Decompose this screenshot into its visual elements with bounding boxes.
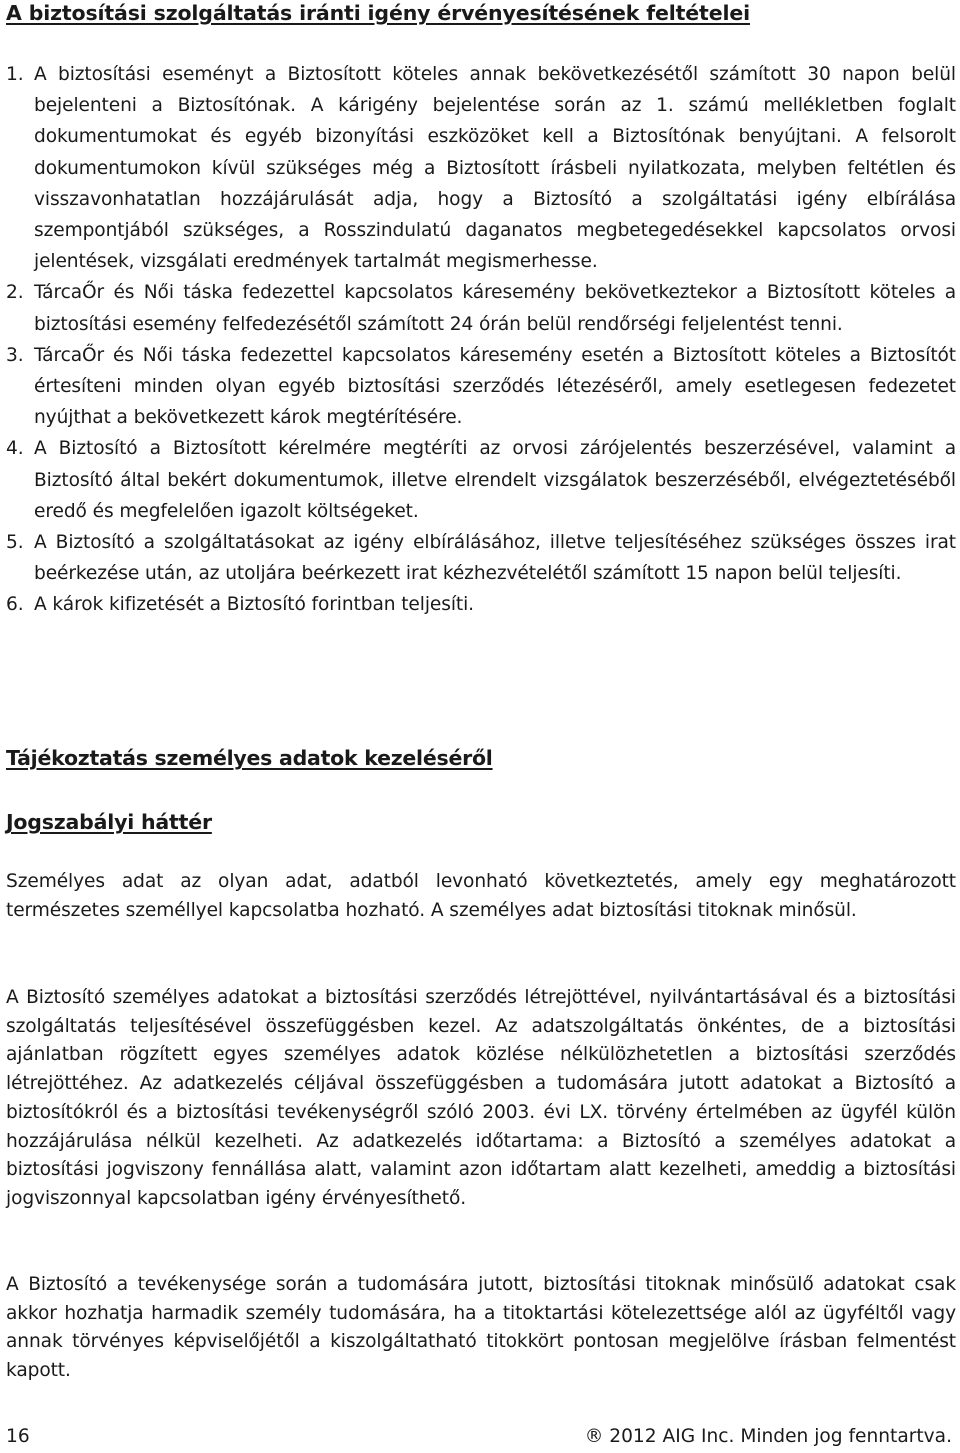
list-item-text: A károk kifizetését a Biztosító forintban teljesíti. xyxy=(34,594,474,616)
data-processing-paragraph: A Biztosító személyes adatokat a biztosítási szerződés létrejöttével, nyilvántartásával és a biztosítási szolgáltatás teljesítésével összefüggésben kezel. Az adatszolgáltatás önkéntes, de a biztosítási ajánlatban rögzített egyes személyes adatok közlése nélkülözhetetlen a biztosítási szerződés létrejöttéhez. Az adatkezelés céljával összefüggésben a tudomására jutott adatokat a Biztosító a biztosítókról és a biztosítási tevékenységről szóló 2003. évi LX. törvény értelmében az ügyfél külön hozzájárulása nélkül kezelheti. Az adatkezelés időtartama: a Biztosító a személyes adatokat a biztosítási jogviszony fennállása alatt, valamint azon időtartam alatt kezelheti, ameddig a biztosítási jogviszonnyal kapcsolatban igény érvényesíthető. xyxy=(6,987,956,1209)
list-item-number: 6. xyxy=(6,594,24,616)
list-item xyxy=(6,340,956,434)
list-item xyxy=(6,527,956,589)
claims-conditions-list xyxy=(6,59,956,621)
copyright-notice: ® 2012 AIG Inc. Minden jog fenntartva. xyxy=(584,1426,952,1447)
list-item-number: 5. xyxy=(6,532,24,554)
list-item-number: 2. xyxy=(6,282,24,304)
legal-background-subheading: Jogszabályi háttér xyxy=(6,810,212,834)
list-item-text: A biztosítási eseményt a Biztosított köteles annak bekövetkezésétől számított 30 napon belül bejelenteni a Biztosítónak. A kárigény bejelentése során az 1. számú mellékletben foglalt dokumentumokat és egyéb bizonyítási eszközöket kell a Biztosítónak benyújtani. A felsorolt dokumentumokon kívül szükséges még a Biztosított írásbeli nyilatkozata, melyben feltétlen és visszavonhatatlan hozzájárulását adja, hogy a Biztosító a szolgáltatási igény elbírálása szempontjából szükséges, a Rosszindulatú daganatos megbetegedésekkel kapcsolatos orvosi jelentések, vizsgálati eredmények tartalmát megismerhesse. xyxy=(34,64,956,273)
list-item-text: A Biztosító a szolgáltatásokat az igény elbírálásához, illetve teljesítéséhez szükséges összes irat beérkezése után, az utoljára beérkezett irat kézhezvételétől számított 15 napon belül teljesíti. xyxy=(34,532,956,585)
list-item-text: A Biztosító a Biztosított kérelmére megtéríti az orvosi zárójelentés beszerzésével, valamint a Biztosító által bekért dokumentumok, illetve elrendelt vizsgálatok beszerzéséből, elvégeztetéséből eredő és megfelelően igazolt költségeket. xyxy=(34,438,956,522)
personal-data-definition-paragraph: Személyes adat az olyan adat, adatból levonható következtetés, amely egy meghatározott természetes személlyel kapcsolatba hozható. A személyes adat biztosítási titoknak minősül. xyxy=(6,871,956,921)
list-item xyxy=(6,589,956,620)
list-item xyxy=(6,433,956,527)
page-number: 16 xyxy=(6,1426,30,1447)
list-item-number: 3. xyxy=(6,344,24,366)
confidentiality-paragraph: A Biztosító a tevékenysége során a tudomására jutott, biztosítási titoknak minősülő adatokat csak akkor hozhatja harmadik személy tudomására, ha a titoktartási kötelezettsége alól az ügyféltől vagy annak törvényes képviselőjétől a kiszolgáltatható titokkört pontosan megjelölve írásban felmentést kapott. xyxy=(6,1274,956,1382)
claims-section-heading: A biztosítási szolgáltatás iránti igény érvényesítésének feltételei xyxy=(6,1,750,25)
personal-data-section-heading: Tájékoztatás személyes adatok kezeléséről xyxy=(6,746,493,770)
list-item xyxy=(6,59,956,277)
list-item-number: 1. xyxy=(6,64,24,85)
list-item-text: TárcaŐr és Női táska fedezettel kapcsolatos káresemény bekövetkeztekor a Biztosított köteles a biztosítási esemény felfedezésétől számított 24 órán belül rendőrségi feljelentést tenni. xyxy=(34,282,956,335)
list-item xyxy=(6,277,956,339)
list-item-number: 4. xyxy=(6,438,24,460)
list-item-text: TárcaŐr és Női táska fedezettel kapcsolatos káresemény esetén a Biztosított köteles a Biztosítót értesíteni minden olyan egyéb biztosítási szerződés létezéséről, amely esetlegesen fedezetet nyújthat a bekövetkezett károk megtérítésére. xyxy=(34,344,956,429)
